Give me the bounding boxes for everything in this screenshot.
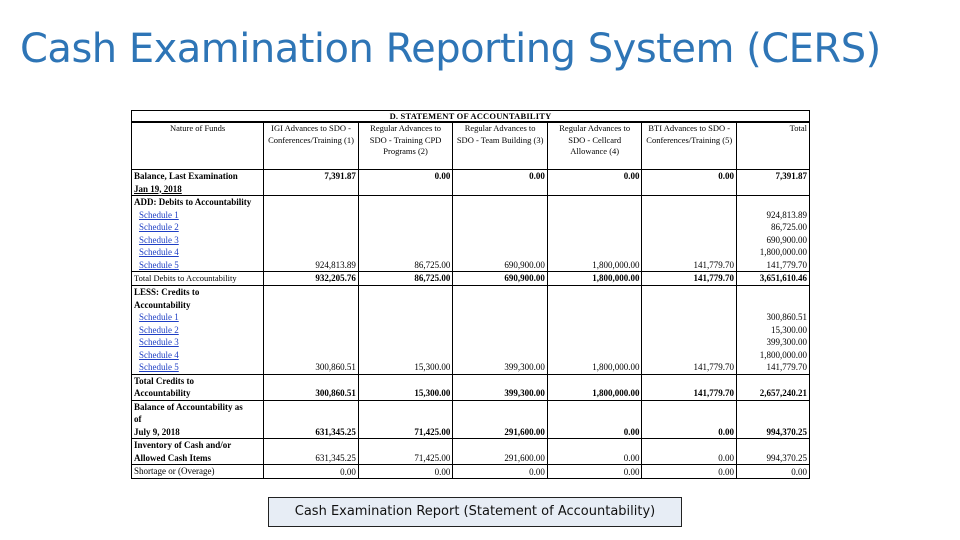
cell-value: 0.00 (547, 439, 642, 465)
cell-value: 300,860.51 (315, 362, 356, 372)
cell-value: 0.00 (453, 465, 548, 479)
cell-stack (264, 286, 359, 375)
cell-value: 15,300.00 (771, 324, 807, 335)
cell-value: 86,725.00 (358, 272, 453, 286)
cell-value: 0.00 (264, 465, 359, 479)
cell-stack (358, 196, 453, 272)
row-label (132, 286, 264, 375)
cell-stack (358, 286, 453, 375)
cell-value: 3,651,610.46 (737, 272, 810, 286)
cell-value: 141,779.70 (693, 259, 734, 270)
section-label: Accountability (134, 299, 191, 310)
cell-value: 1,800,000.00 (592, 362, 640, 372)
schedule-link[interactable]: Schedule 4 (139, 349, 179, 360)
cell-value: 300,860.51 (766, 312, 807, 322)
row-label-line: Accountability (134, 388, 191, 398)
section-label: ADD: Debits to Accountability (134, 197, 252, 207)
schedule-link[interactable]: Schedule 3 (139, 234, 179, 245)
statement-of-accountability (131, 110, 810, 479)
report-title: D. STATEMENT OF ACCOUNTABILITY (132, 111, 809, 122)
cell-value: 0.00 (547, 400, 642, 439)
table-row (132, 374, 809, 400)
row-label-line: Allowed Cash Items (134, 452, 212, 463)
cell-value: 690,900.00 (504, 259, 545, 270)
cell-value: 1,800,000.00 (547, 272, 642, 286)
cell-value: 0.00 (642, 400, 737, 439)
cell-value: 1,800,000.00 (759, 247, 807, 257)
cell-value: 932,205.76 (264, 272, 359, 286)
column-header: BTI Advances to SDO - Conferences/Training (5) (642, 123, 737, 170)
schedule-link[interactable]: Schedule 2 (139, 324, 179, 335)
schedule-link[interactable]: Schedule 5 (139, 259, 179, 270)
cell-value: 86,725.00 (771, 222, 807, 232)
row-label-line: July 9, 2018 (134, 426, 180, 437)
table-row (132, 272, 809, 286)
cell-value: 291,600.00 (453, 400, 548, 439)
cell-value: 0.00 (737, 465, 810, 479)
schedule-link[interactable]: Schedule 1 (139, 209, 179, 220)
cell-stack (453, 196, 548, 272)
cell-value: 631,345.25 (264, 400, 359, 439)
table-row (132, 286, 809, 375)
cell-value: 0.00 (358, 170, 453, 196)
accountability-table (132, 122, 809, 478)
cell-value: 0.00 (358, 465, 453, 479)
row-label-line: Balance of Accountability as (134, 401, 243, 412)
cell-stack (547, 196, 642, 272)
cell-value: 1,800,000.00 (592, 259, 640, 270)
cell-value: 71,425.00 (358, 439, 453, 465)
column-header: Total (737, 123, 810, 170)
row-label-line: Inventory of Cash and/or (134, 440, 232, 450)
cell-stack (547, 286, 642, 375)
cell-value: 15,300.00 (414, 362, 451, 372)
cell-value: 399,300.00 (453, 374, 548, 400)
cell-value: 0.00 (642, 465, 737, 479)
cell-value: 994,370.25 (737, 439, 810, 465)
cell-value: 690,900.00 (453, 272, 548, 286)
row-label (132, 170, 264, 196)
cell-value: 71,425.00 (358, 400, 453, 439)
cell-value: 0.00 (642, 439, 737, 465)
schedule-link[interactable]: Schedule 1 (139, 312, 179, 322)
image-caption: Cash Examination Report (Statement of Accountability) (268, 497, 682, 527)
cell-value: 0.00 (642, 170, 737, 196)
row-label-line: Total Credits to (134, 375, 195, 386)
cell-value: 141,779.70 (642, 272, 737, 286)
table-row (132, 400, 809, 439)
cell-value: 399,300.00 (766, 337, 807, 347)
row-label-line: Jan 19, 2018 (134, 183, 182, 194)
section-label: LESS: Credits to (134, 287, 200, 297)
schedule-link[interactable]: Schedule 5 (139, 362, 179, 372)
cell-value: 924,813.89 (315, 259, 356, 270)
table-row (132, 465, 809, 479)
cell-value: 0.00 (547, 170, 642, 196)
row-label: Shortage or (Overage) (132, 465, 264, 479)
table-row (132, 196, 809, 272)
cell-value: 994,370.25 (737, 400, 810, 439)
cell-value: 924,813.89 (766, 209, 807, 220)
column-header: Regular Advances to SDO - Cellcard Allowance (4) (547, 123, 642, 170)
column-header: Regular Advances to SDO - Training CPD Programs (2) (358, 123, 453, 170)
cell-value: 141,779.70 (693, 362, 734, 372)
cell-value: 141,779.70 (642, 374, 737, 400)
cell-value: 300,860.51 (264, 374, 359, 400)
cell-value: 86,725.00 (414, 259, 451, 270)
schedule-link[interactable]: Schedule 3 (139, 337, 179, 347)
cell-stack (642, 196, 737, 272)
cell-stack (737, 286, 810, 375)
cell-value: 141,779.70 (766, 259, 807, 270)
row-label (132, 400, 264, 439)
cell-value: 291,600.00 (453, 439, 548, 465)
cell-value: 2,657,240.21 (737, 374, 810, 400)
cell-stack (642, 286, 737, 375)
cell-value: 7,391.87 (264, 170, 359, 196)
cell-stack (737, 196, 810, 272)
cell-value: 1,800,000.00 (759, 349, 807, 360)
cell-value: 631,345.25 (264, 439, 359, 465)
cell-stack (453, 286, 548, 375)
cell-value: 690,900.00 (766, 234, 807, 245)
row-label (132, 439, 264, 465)
column-header: Regular Advances to SDO - Team Building (3) (453, 123, 548, 170)
row-label-line: Balance, Last Examination (134, 171, 238, 181)
cell-stack (264, 196, 359, 272)
row-label (132, 196, 264, 272)
table-row (132, 439, 809, 465)
row-label-line: of (134, 414, 142, 424)
cell-value: 0.00 (453, 170, 548, 196)
cell-value: 141,779.70 (766, 362, 807, 372)
row-label: Total Debits to Accountability (132, 272, 264, 286)
schedule-link[interactable]: Schedule 2 (139, 222, 179, 232)
row-label (132, 374, 264, 400)
column-header: IGI Advances to SDO - Conferences/Training (1) (264, 123, 359, 170)
cell-value: 1,800,000.00 (547, 374, 642, 400)
cell-value: 15,300.00 (358, 374, 453, 400)
column-header: Nature of Funds (132, 123, 264, 170)
cell-value: 399,300.00 (504, 362, 545, 372)
header-row (132, 123, 809, 170)
schedule-link[interactable]: Schedule 4 (139, 247, 179, 257)
cell-value: 7,391.87 (737, 170, 810, 196)
slide-title: Cash Examination Reporting System (CERS) (20, 26, 881, 72)
cell-value: 0.00 (547, 465, 642, 479)
table-row (132, 170, 809, 196)
